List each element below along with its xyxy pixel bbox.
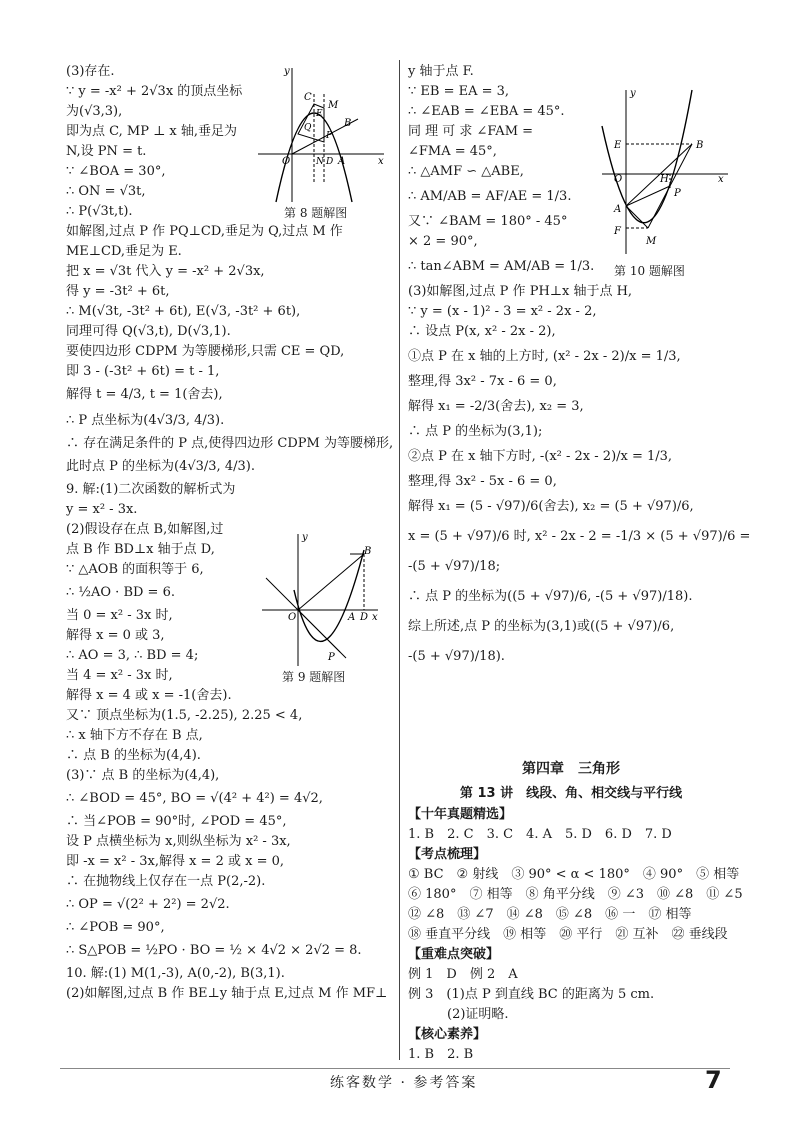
- section-tag: 【核心素养】: [408, 1027, 487, 1042]
- fig9-label: O: [288, 612, 297, 623]
- footer-title: 练客数学 · 参考答案: [330, 1075, 478, 1091]
- answer-line: ⑫ ∠8 ⑬ ∠7 ⑭ ∠8 ⑮ ∠8 ⑯ 一 ⑰ 相等: [408, 907, 692, 922]
- solution-line: 点 B 作 BD⊥x 轴于点 D,: [66, 542, 215, 557]
- solution-line: 解得 x = 0 或 3,: [66, 628, 165, 643]
- solution-line: (3)如解图,过点 P 作 PH⊥x 轴于点 H,: [408, 284, 633, 299]
- solution-line: ∵ ∠BOA = 30°,: [66, 164, 166, 179]
- figure-8-caption: 第 8 题解图: [284, 206, 348, 220]
- solution-line: ②点 P 在 x 轴下方时, -(x² - 2x - 2)/x = 1/3,: [408, 449, 673, 464]
- figure-8: [258, 64, 388, 204]
- answer-line: 1. B 2. B: [408, 1047, 474, 1062]
- lesson-title: 第 13 讲 线段、角、相交线与平行线: [459, 786, 683, 801]
- figure-10-caption: 第 10 题解图: [614, 264, 685, 278]
- solution-line: 9. 解:(1)二次函数的解析式为: [66, 482, 236, 497]
- fig9-label: y: [302, 532, 308, 543]
- solution-line: ∴ △AMF ∽ △ABE,: [408, 164, 524, 179]
- fig8-label: M: [328, 100, 339, 111]
- figure-9: [260, 530, 380, 668]
- fig9-label: A: [348, 612, 356, 623]
- solution-line: 同 理 可 求 ∠FAM =: [408, 124, 534, 139]
- answer-line: 例 1 D 例 2 A: [408, 967, 518, 982]
- fig8-label: C: [304, 92, 312, 103]
- figure-9-caption: 第 9 题解图: [282, 670, 346, 684]
- solution-line: ∵ y = -x² + 2√3x 的顶点坐标: [66, 84, 243, 99]
- solution-line: ∵ EB = EA = 3,: [408, 84, 510, 99]
- section-tag: 【重难点突破】: [408, 947, 500, 962]
- solution-line: 同理可得 Q(√3,t), D(√3,1).: [66, 324, 231, 339]
- column-divider: [399, 60, 400, 1060]
- solution-line: ∴ 点 P 的坐标为((5 + √97)/6, -(5 + √97)/18).: [408, 589, 693, 604]
- solution-line: N,设 PN = t.: [66, 144, 147, 159]
- solution-line: 即 -x = x² - 3x,解得 x = 2 或 x = 0,: [66, 854, 284, 869]
- solution-line: 把 x = √3t 代入 y = -x² + 2√3x,: [66, 264, 265, 279]
- solution-line: -(5 + √97)/18).: [408, 649, 505, 664]
- section-tag: 【考点梳理】: [408, 847, 487, 862]
- solution-line: ∴ ∠BOD = 45°, BO = √(4² + 4²) = 4√2,: [66, 791, 323, 806]
- fig10-label: P: [674, 188, 681, 199]
- solution-line: ∴ tan∠ABM = AM/AB = 1/3.: [408, 259, 595, 274]
- solution-line: ∠FMA = 45°,: [408, 144, 497, 159]
- solution-line: ∴ ½AO · BD = 6.: [66, 585, 175, 600]
- fig10-label: E: [614, 140, 622, 151]
- solution-line: 整理,得 3x² - 5x - 6 = 0,: [408, 474, 557, 489]
- fig8-label: y: [284, 66, 290, 77]
- solution-line: 解得 x = 4 或 x = -1(舍去).: [66, 688, 232, 703]
- solution-line: ①点 P 在 x 轴的上方时, (x² - 2x - 2)/x = 1/3,: [408, 349, 681, 364]
- solution-line: ∴ x 轴下方不存在 B 点,: [66, 728, 203, 743]
- solution-line: ∴ ∠POB = 90°,: [66, 920, 165, 935]
- fig9-line-ob: [298, 554, 364, 610]
- fig8-label: O: [282, 156, 291, 167]
- solution-line: ∴ AO = 3, ∴ BD = 4;: [66, 648, 199, 663]
- fig8-label: x: [378, 156, 384, 167]
- answer-line: 1. B 2. C 3. C 4. A 5. D 6. D 7. D: [408, 827, 672, 842]
- solution-line: 又∵ 顶点坐标为(1.5, -2.25), 2.25 < 4,: [66, 708, 303, 723]
- solution-line: y 轴于点 F.: [408, 64, 474, 79]
- fig9-parabola: [294, 550, 364, 641]
- solution-line: 为(√3,3),: [66, 104, 123, 119]
- fig10-label: M: [646, 236, 657, 247]
- fig9-label: P: [328, 652, 335, 663]
- solution-line: ∴ P 点坐标为(4√3/3, 4/3).: [66, 413, 225, 428]
- footer-rule: [60, 1068, 730, 1069]
- solution-line: × 2 = 90°,: [408, 234, 478, 249]
- solution-line: 综上所述,点 P 的坐标为(3,1)或((5 + √97)/6,: [408, 619, 675, 634]
- chapter-title: 第四章 三角形: [522, 761, 620, 777]
- solution-line: ∴ OP = √(2² + 2²) = 2√2.: [66, 897, 230, 912]
- solution-line: 当 0 = x² - 3x 时,: [66, 608, 173, 623]
- solution-line: -(5 + √97)/18;: [408, 559, 501, 574]
- fig8-label: A: [338, 156, 346, 167]
- solution-line: ∴ 点 B 的坐标为(4,4).: [66, 748, 201, 763]
- fig10-line-ap: [626, 186, 670, 206]
- fig10-label: H: [660, 174, 669, 185]
- solution-line: 又∵ ∠BAM = 180° - 45°: [408, 214, 568, 229]
- solution-line: ∵ y = (x - 1)² - 3 = x² - 2x - 2,: [408, 304, 597, 319]
- solution-line: 10. 解:(1) M(1,-3), A(0,-2), B(3,1).: [66, 966, 285, 981]
- fig9-label: D: [360, 612, 369, 623]
- solution-line: 解得 t = 4/3, t = 1(舍去),: [66, 387, 223, 402]
- solution-line: ∴ ON = √3t,: [66, 184, 146, 199]
- solution-line: (3)存在.: [66, 64, 115, 79]
- solution-line: 即 3 - (-3t² + 6t) = t - 1,: [66, 364, 220, 379]
- solution-line: (3)∵ 点 B 的坐标为(4,4),: [66, 768, 220, 783]
- fig9-label: B: [364, 546, 372, 557]
- solution-line: (2)假设存在点 B,如解图,过: [66, 522, 224, 537]
- fig8-label: D: [326, 157, 334, 167]
- fig8-label: B: [344, 118, 352, 129]
- section-tag: 【十年真题精选】: [408, 807, 513, 822]
- fig10-label: B: [696, 140, 704, 151]
- solution-line: 要使四边形 CDPM 为等腰梯形,只需 CE = QD,: [66, 344, 345, 359]
- solution-line: ∴ 当∠POB = 90°时, ∠POD = 45°,: [66, 814, 287, 829]
- solution-line: 此时点 P 的坐标为(4√3/3, 4/3).: [66, 459, 255, 474]
- fig10-label: O: [614, 174, 623, 185]
- solution-line: ∴ ∠EAB = ∠EBA = 45°.: [408, 104, 565, 119]
- fig10-label: F: [614, 226, 621, 237]
- solution-line: (2)如解图,过点 B 作 BE⊥y 轴于点 E,过点 M 作 MF⊥: [66, 986, 388, 1001]
- solution-line: ∴ 点 P 的坐标为(3,1);: [408, 424, 543, 439]
- page-number: 7: [705, 1066, 722, 1094]
- solution-line: y = x² - 3x.: [66, 502, 138, 517]
- solution-line: 解得 x₁ = -2/3(舍去), x₂ = 3,: [408, 399, 584, 414]
- solution-line: ∴ P(√3t,t).: [66, 204, 133, 219]
- solution-line: 如解图,过点 P 作 PQ⊥CD,垂足为 Q,过点 M 作: [66, 224, 343, 239]
- solution-line: 即为点 C, MP ⊥ x 轴,垂足为: [66, 124, 238, 139]
- figure-10: [600, 86, 732, 256]
- answer-line: ① BC ② 射线 ③ 90° < α < 180° ④ 90° ⑤ 相等: [408, 867, 740, 882]
- fig9-label: x: [372, 612, 378, 623]
- fig10-label: x: [718, 174, 724, 185]
- answer-line: 例 3 (1)点 P 到直线 BC 的距离为 5 cm.: [408, 987, 655, 1002]
- solution-line: ∴ 存在满足条件的 P 点,使得四边形 CDPM 为等腰梯形,: [66, 436, 394, 451]
- solution-line: ∴ 设点 P(x, x² - 2x - 2),: [408, 324, 556, 339]
- solution-line: x = (5 + √97)/6 时, x² - 2x - 2 = -1/3 × (5 + √97)/6 =: [408, 529, 751, 544]
- fig10-label: A: [614, 204, 622, 215]
- solution-line: 当 4 = x² - 3x 时,: [66, 668, 173, 683]
- answer-sections: [408, 805, 743, 1065]
- fig8-label: N: [316, 157, 324, 167]
- answer-line: ⑱ 垂直平分线 ⑲ 相等 ⑳ 平行 ㉑ 互补 ㉒ 垂线段: [408, 927, 728, 942]
- solution-line: ∴ 在抛物线上仅存在一点 P(2,-2).: [66, 874, 266, 889]
- fig8-label: E: [316, 109, 323, 119]
- solution-line: ∴ S△POB = ½PO · BO = ½ × 4√2 × 2√2 = 8.: [66, 943, 362, 958]
- fig8-label: Q: [304, 123, 312, 133]
- fig9-line-diag: [266, 578, 346, 658]
- solution-line: 整理,得 3x² - 7x - 6 = 0,: [408, 374, 557, 389]
- fig10-line-am: [626, 206, 648, 228]
- page-footer: [0, 1066, 794, 1096]
- solution-line: 设 P 点横坐标为 x,则纵坐标为 x² - 3x,: [66, 834, 291, 849]
- solution-line: ∵ △AOB 的面积等于 6,: [66, 562, 204, 577]
- solution-line: ME⊥CD,垂足为 E.: [66, 244, 182, 259]
- solution-line: ∴ M(√3t, -3t² + 6t), E(√3, -3t² + 6t),: [66, 304, 301, 319]
- answer-line: (2)证明略.: [408, 1007, 509, 1022]
- fig10-label: y: [630, 88, 636, 99]
- answer-line: ⑥ 180° ⑦ 相等 ⑧ 角平分线 ⑨ ∠3 ⑩ ∠8 ⑪ ∠5: [408, 887, 743, 902]
- solution-line: ∴ AM/AB = AF/AE = 1/3.: [408, 189, 572, 204]
- solution-line: 得 y = -3t² + 6t,: [66, 284, 170, 299]
- fig8-label: P: [326, 131, 333, 141]
- solution-line: 解得 x₁ = (5 - √97)/6(舍去), x₂ = (5 + √97)/6,: [408, 499, 694, 514]
- fig10-line-ab: [626, 144, 692, 206]
